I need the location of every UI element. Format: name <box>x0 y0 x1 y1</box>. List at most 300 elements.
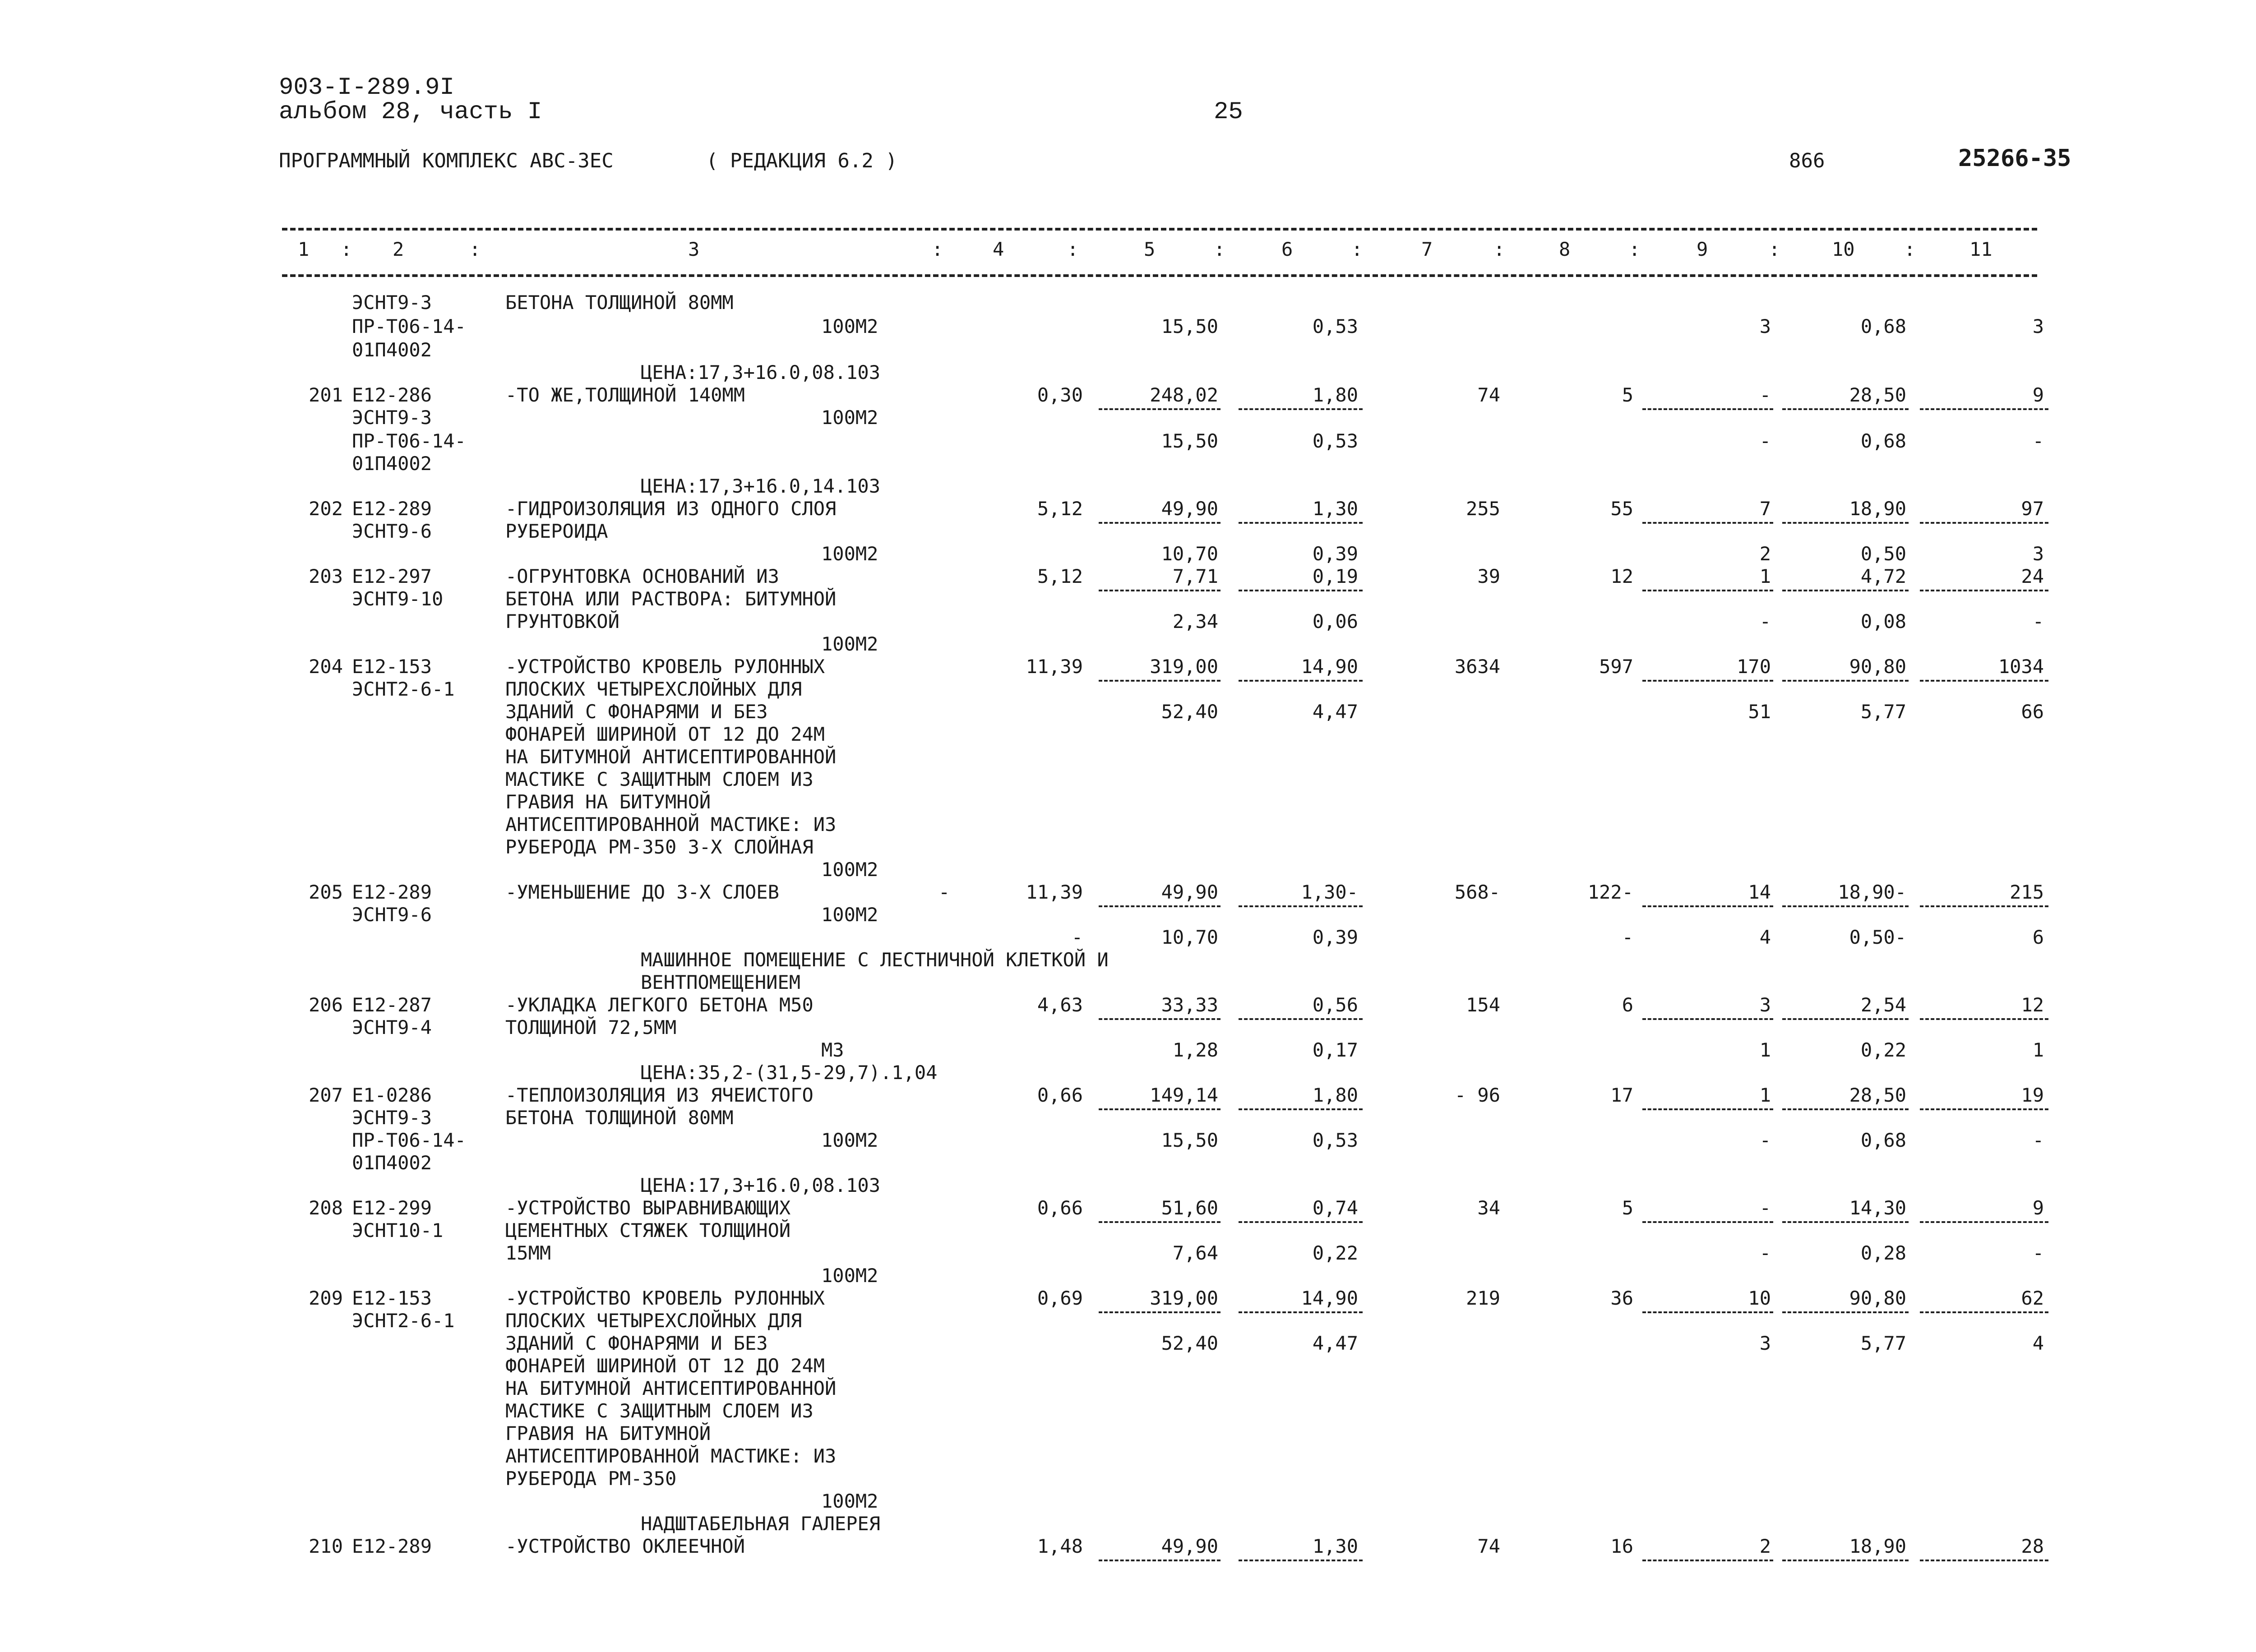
subtotal-rule <box>1920 408 2048 410</box>
column-header-3: 3 <box>688 238 700 260</box>
unit-cost: 319,00 <box>1150 1287 1218 1309</box>
column-header-5: 5 <box>1144 238 1156 260</box>
subtotal-rule <box>1920 905 2048 907</box>
subtotal-rule <box>1239 408 1363 410</box>
total-cost: 3634 <box>1454 655 1500 678</box>
subtotal-rule <box>1239 590 1363 591</box>
subtotal-rule <box>1239 680 1363 682</box>
machine-cost: - <box>1759 1197 1771 1219</box>
unit-cost: 51,60 <box>1161 1197 1218 1219</box>
quantity: 11,39 <box>1026 881 1083 903</box>
subtotal-rule <box>1642 1311 1773 1313</box>
wage-cost: 0,06 <box>1312 610 1358 632</box>
subtotal-rule <box>1239 1018 1363 1020</box>
subtotal-rule <box>1920 1108 2048 1110</box>
machine-cost: 2 <box>1759 1535 1771 1557</box>
unit-cost: 10,70 <box>1161 926 1218 948</box>
total-wage: 5 <box>1622 1197 1633 1219</box>
quantity: 5,12 <box>1037 565 1083 587</box>
subtotal-rule <box>1239 522 1363 524</box>
labor-unit: 0,68 <box>1860 315 1906 337</box>
subtotal-rule <box>1239 1108 1363 1110</box>
quantity: 1,48 <box>1037 1535 1083 1557</box>
unit-label: 100М2 <box>821 904 878 926</box>
labor-unit: 0,68 <box>1860 1129 1906 1151</box>
unit-cost: 33,33 <box>1161 994 1218 1016</box>
column-separator: : <box>341 238 352 260</box>
column-header-9: 9 <box>1697 238 1708 260</box>
resource-code: 01П4002 <box>352 339 432 361</box>
row-number: 205 <box>309 881 343 903</box>
subtotal-rule <box>1782 1108 1909 1110</box>
resource-code: ЭСНТ9-6 <box>352 904 432 926</box>
resource-code: ЭСНТ9-3 <box>352 291 432 314</box>
labor-total: 19 <box>2021 1084 2044 1106</box>
resource-code: ЭСНТ9-6 <box>352 520 432 542</box>
labor-unit: 28,50 <box>1849 1084 1906 1106</box>
labor-unit: 0,50- <box>1849 926 1906 948</box>
labor-total: 215 <box>2010 881 2044 903</box>
total-cost: 568- <box>1454 881 1500 903</box>
subtotal-rule <box>1920 680 2048 682</box>
wage-cost: 1,30 <box>1312 1535 1358 1557</box>
quantity: 0,30 <box>1037 384 1083 406</box>
resource-code: Е12-287 <box>352 994 432 1016</box>
work-description: ЗДАНИЙ С ФОНАРЯМИ И БЕЗ <box>505 1332 768 1354</box>
machine-cost: 3 <box>1759 1332 1771 1354</box>
labor-total: 4 <box>2032 1332 2044 1354</box>
work-description: -ГИДРОИЗОЛЯЦИЯ ИЗ ОДНОГО СЛОЯ <box>505 498 837 520</box>
labor-unit: 5,77 <box>1860 1332 1906 1354</box>
unit-cost: 7,64 <box>1172 1242 1218 1264</box>
unit-cost: 15,50 <box>1161 1129 1218 1151</box>
labor-total: - <box>2032 430 2044 452</box>
row-number: 204 <box>309 655 343 678</box>
work-description: НА БИТУМНОЙ АНТИСЕПТИРОВАННОЙ <box>505 1377 837 1399</box>
labor-unit: 18,90 <box>1849 498 1906 520</box>
wage-cost: 1,30- <box>1301 881 1358 903</box>
subtotal-rule <box>1642 1560 1773 1561</box>
program-title: ПРОГРАММНЫЙ КОМПЛЕКС АВС-3ЕС <box>279 149 614 172</box>
header-rule-top <box>282 228 2037 231</box>
unit-cost: 49,90 <box>1161 881 1218 903</box>
subtotal-rule <box>1099 680 1220 682</box>
labor-unit: 90,80 <box>1849 655 1906 678</box>
subtotal-rule <box>1642 1018 1773 1020</box>
work-description: БЕТОНА ТОЛЩИНОЙ 80ММ <box>505 291 734 314</box>
unit-cost: 10,70 <box>1161 543 1218 565</box>
subtotal-rule <box>1920 522 2048 524</box>
column-header-8: 8 <box>1559 238 1571 260</box>
wage-cost: 0,39 <box>1312 926 1358 948</box>
sheet-code: 866 <box>1789 149 1825 172</box>
resource-code: Е12-297 <box>352 565 432 587</box>
subtotal-rule <box>1642 680 1773 682</box>
work-description: ПЛОСКИХ ЧЕТЫРЕХСЛОЙНЫХ ДЛЯ <box>505 1310 802 1332</box>
resource-code: ПР-Т06-14- <box>352 430 466 452</box>
unit-label: М3 <box>821 1039 844 1061</box>
subtotal-rule <box>1920 1018 2048 1020</box>
work-description: ЦЕМЕНТНЫХ СТЯЖЕК ТОЛЩИНОЙ <box>505 1219 791 1241</box>
machine-cost: 1 <box>1759 1039 1771 1061</box>
price-formula: ЦЕНА:35,2-(31,5-29,7).1,04 <box>641 1061 938 1084</box>
resource-code: Е12-153 <box>352 655 432 678</box>
column-separator: : <box>1493 238 1505 260</box>
machine-cost: - <box>1759 430 1771 452</box>
wage-cost: 4,47 <box>1312 1332 1358 1354</box>
wage-cost: 0,19 <box>1312 565 1358 587</box>
total-wage: 597 <box>1599 655 1633 678</box>
unit-cost: 52,40 <box>1161 1332 1218 1354</box>
section-title: ВЕНТПОМЕЩЕНИЕМ <box>641 971 801 993</box>
work-description: АНТИСЕПТИРОВАННОЙ МАСТИКЕ: ИЗ <box>505 1445 837 1467</box>
work-description: АНТИСЕПТИРОВАННОЙ МАСТИКЕ: ИЗ <box>505 813 837 835</box>
labor-unit: 4,72 <box>1860 565 1906 587</box>
wage-cost: 4,47 <box>1312 701 1358 723</box>
labor-unit: 0,68 <box>1860 430 1906 452</box>
work-description: ГРАВИЯ НА БИТУМНОЙ <box>505 791 711 813</box>
subtotal-rule <box>1642 590 1773 591</box>
wage-cost: 0,53 <box>1312 1129 1358 1151</box>
quantity: 0,69 <box>1037 1287 1083 1309</box>
subtotal-rule <box>1920 1311 2048 1313</box>
work-description: ТОЛЩИНОЙ 72,5ММ <box>505 1016 677 1038</box>
wage-cost: 1,30 <box>1312 498 1358 520</box>
column-separator: : <box>1629 238 1641 260</box>
column-header-1: 1 <box>298 238 310 260</box>
column-separator: : <box>469 238 481 260</box>
labor-total: 9 <box>2032 1197 2044 1219</box>
subtotal-rule <box>1099 408 1220 410</box>
total-wage: 6 <box>1622 994 1633 1016</box>
machine-cost: - <box>1759 1242 1771 1264</box>
subtotal-rule <box>1239 1311 1363 1313</box>
column-separator: : <box>1214 238 1225 260</box>
unit-label: 100М2 <box>821 1264 878 1287</box>
subtotal-rule <box>1782 590 1909 591</box>
row-number: 209 <box>309 1287 343 1309</box>
subtotal-rule <box>1642 408 1773 410</box>
labor-unit: 18,90 <box>1849 1535 1906 1557</box>
work-description: БЕТОНА ТОЛЩИНОЙ 80ММ <box>505 1107 734 1129</box>
labor-total: 3 <box>2032 315 2044 337</box>
subtotal-rule <box>1099 1108 1220 1110</box>
section-title: НАДШТАБЕЛЬНАЯ ГАЛЕРЕЯ <box>641 1513 881 1535</box>
wage-cost: 0,39 <box>1312 543 1358 565</box>
resource-code: 01П4002 <box>352 452 432 475</box>
row-number: 202 <box>309 498 343 520</box>
unit-cost: 319,00 <box>1150 655 1218 678</box>
subtotal-rule <box>1642 522 1773 524</box>
quantity: - <box>1071 926 1083 948</box>
labor-unit: 14,30 <box>1849 1197 1906 1219</box>
work-description: ЗДАНИЙ С ФОНАРЯМИ И БЕЗ <box>505 701 768 723</box>
edition-label: ( РЕДАКЦИЯ 6.2 ) <box>706 149 897 172</box>
subtotal-rule <box>1099 1221 1220 1223</box>
column-separator: : <box>1351 238 1363 260</box>
unit-label: 100М2 <box>821 1490 878 1512</box>
unit-label: 100М2 <box>821 633 878 655</box>
total-wage: 122- <box>1587 881 1633 903</box>
column-separator: : <box>1067 238 1079 260</box>
work-description: -УСТРОЙСТВО ОКЛЕЕЧНОЙ <box>505 1535 745 1557</box>
labor-total: 12 <box>2021 994 2044 1016</box>
resource-code: ЭСНТ9-3 <box>352 1107 432 1129</box>
resource-code: Е12-286 <box>352 384 432 406</box>
resource-code: 01П4002 <box>352 1152 432 1174</box>
subtotal-rule <box>1782 522 1909 524</box>
labor-total: 6 <box>2032 926 2044 948</box>
work-description: -УСТРОЙСТВО ВЫРАВНИВАЮЩИХ <box>505 1197 791 1219</box>
work-description: НА БИТУМНОЙ АНТИСЕПТИРОВАННОЙ <box>505 746 837 768</box>
resource-code: ЭСНТ10-1 <box>352 1219 444 1241</box>
column-separator: : <box>1904 238 1916 260</box>
unit-cost: 15,50 <box>1161 430 1218 452</box>
labor-total: 62 <box>2021 1287 2044 1309</box>
page-number: 25 <box>1214 98 1243 126</box>
wage-cost: 0,56 <box>1312 994 1358 1016</box>
total-wage: - <box>1622 926 1633 948</box>
total-cost: 255 <box>1466 498 1500 520</box>
wage-cost: 14,90 <box>1301 1287 1358 1309</box>
machine-cost: - <box>1759 610 1771 632</box>
row-number: 208 <box>309 1197 343 1219</box>
subtotal-rule <box>1239 905 1363 907</box>
machine-cost: 170 <box>1737 655 1771 678</box>
column-header-4: 4 <box>993 238 1004 260</box>
header-rule-bottom <box>282 274 2037 277</box>
machine-cost: - <box>1759 384 1771 406</box>
total-wage: 16 <box>1610 1535 1633 1557</box>
total-wage: 5 <box>1622 384 1633 406</box>
subtotal-rule <box>1642 1221 1773 1223</box>
row-number: 206 <box>309 994 343 1016</box>
column-header-7: 7 <box>1421 238 1433 260</box>
resource-code: Е12-289 <box>352 498 432 520</box>
unit-label: 100М2 <box>821 406 878 429</box>
wage-cost: 0,53 <box>1312 430 1358 452</box>
subtotal-rule <box>1099 522 1220 524</box>
work-description: -ТЕПЛОИЗОЛЯЦИЯ ИЗ ЯЧЕИСТОГО <box>505 1084 814 1106</box>
work-description: МАСТИКЕ С ЗАЩИТНЫМ СЛОЕМ ИЗ <box>505 768 814 790</box>
resource-code: ПР-Т06-14- <box>352 315 466 337</box>
price-formula: ЦЕНА:17,3+16.0,08.103 <box>641 1174 881 1196</box>
machine-cost: 3 <box>1759 315 1771 337</box>
resource-code: Е12-153 <box>352 1287 432 1309</box>
work-description: -УМЕНЬШЕНИЕ ДО 3-Х СЛОЕВ <box>505 881 779 903</box>
total-cost: - 96 <box>1454 1084 1500 1106</box>
work-description: ФОНАРЕЙ ШИРИНОЙ ОТ 12 ДО 24М <box>505 1355 825 1377</box>
unit-label: 100М2 <box>821 858 878 881</box>
unit-cost: 7,71 <box>1172 565 1218 587</box>
subtotal-rule <box>1642 1108 1773 1110</box>
column-header-6: 6 <box>1281 238 1293 260</box>
subtotal-rule <box>1920 1221 2048 1223</box>
album-info: альбом 28, часть I <box>279 98 542 126</box>
unit-cost: 49,90 <box>1161 498 1218 520</box>
labor-unit: 0,22 <box>1860 1039 1906 1061</box>
subtotal-rule <box>1782 1018 1909 1020</box>
column-separator: : <box>932 238 943 260</box>
subtotal-rule <box>1642 905 1773 907</box>
doc-code: 25266-35 <box>1958 145 2071 172</box>
unit-cost: 52,40 <box>1161 701 1218 723</box>
column-header-11: 11 <box>1969 238 1992 260</box>
total-cost: 34 <box>1477 1197 1500 1219</box>
resource-code: ЭСНТ2-6-1 <box>352 678 455 700</box>
row-number: 201 <box>309 384 343 406</box>
total-cost: 219 <box>1466 1287 1500 1309</box>
column-header-10: 10 <box>1832 238 1855 260</box>
labor-total: 1 <box>2032 1039 2044 1061</box>
doc-id: 903-I-289.9I <box>279 74 454 102</box>
wage-cost: 0,53 <box>1312 315 1358 337</box>
labor-total: 66 <box>2021 701 2044 723</box>
labor-unit: 5,77 <box>1860 701 1906 723</box>
work-description: -УКЛАДКА ЛЕГКОГО БЕТОНА М50 <box>505 994 814 1016</box>
work-description: -ТО ЖЕ,ТОЛЩИНОЙ 140ММ <box>505 384 745 406</box>
machine-cost: 51 <box>1748 701 1771 723</box>
labor-total: 97 <box>2021 498 2044 520</box>
subtotal-rule <box>1099 905 1220 907</box>
resource-code: ЭСНТ9-10 <box>352 588 444 610</box>
wage-cost: 1,80 <box>1312 1084 1358 1106</box>
resource-code: Е12-289 <box>352 881 432 903</box>
resource-code: ПР-Т06-14- <box>352 1129 466 1151</box>
row-number: 203 <box>309 565 343 587</box>
unit-label: 100М2 <box>821 315 878 337</box>
labor-total: 3 <box>2032 543 2044 565</box>
labor-unit: 18,90- <box>1838 881 1906 903</box>
work-description: 15ММ <box>505 1242 551 1264</box>
total-wage: 55 <box>1610 498 1633 520</box>
work-description: -УСТРОЙСТВО КРОВЕЛЬ РУЛОННЫХ <box>505 655 825 678</box>
quantity: 4,63 <box>1037 994 1083 1016</box>
subtotal-rule <box>1920 1560 2048 1561</box>
resource-code: Е1-0286 <box>352 1084 432 1106</box>
quantity: 5,12 <box>1037 498 1083 520</box>
total-cost: 154 <box>1466 994 1500 1016</box>
column-header-2: 2 <box>393 238 404 260</box>
quantity: 0,66 <box>1037 1084 1083 1106</box>
labor-total: 9 <box>2032 384 2044 406</box>
labor-total: 24 <box>2021 565 2044 587</box>
subtotal-rule <box>1782 1221 1909 1223</box>
machine-cost: 1 <box>1759 1084 1771 1106</box>
labor-unit: 2,54 <box>1860 994 1906 1016</box>
labor-total: - <box>2032 1129 2044 1151</box>
machine-cost: - <box>1759 1129 1771 1151</box>
unit-cost: 49,90 <box>1161 1535 1218 1557</box>
subtotal-rule <box>1782 905 1909 907</box>
quantity: 11,39 <box>1026 655 1083 678</box>
work-description: ГРУНТОВКОЙ <box>505 610 619 632</box>
total-wage: 36 <box>1610 1287 1633 1309</box>
work-description: РУБЕРОИДА <box>505 520 608 542</box>
labor-unit: 0,08 <box>1860 610 1906 632</box>
minus-sign: - <box>938 881 950 903</box>
labor-unit: 28,50 <box>1849 384 1906 406</box>
subtotal-rule <box>1239 1560 1363 1561</box>
machine-cost: 1 <box>1759 565 1771 587</box>
subtotal-rule <box>1099 590 1220 591</box>
wage-cost: 1,80 <box>1312 384 1358 406</box>
subtotal-rule <box>1782 408 1909 410</box>
total-cost: 74 <box>1477 384 1500 406</box>
price-formula: ЦЕНА:17,3+16.0,14.103 <box>641 475 881 497</box>
subtotal-rule <box>1099 1311 1220 1313</box>
total-cost: 39 <box>1477 565 1500 587</box>
work-description: -УСТРОЙСТВО КРОВЕЛЬ РУЛОННЫХ <box>505 1287 825 1309</box>
column-separator: : <box>1769 238 1780 260</box>
machine-cost: 4 <box>1759 926 1771 948</box>
resource-code: ЭСНТ2-6-1 <box>352 1310 455 1332</box>
subtotal-rule <box>1239 1221 1363 1223</box>
resource-code: ЭСНТ9-4 <box>352 1016 432 1038</box>
work-description: РУБЕРОДА РМ-350 3-Х СЛОЙНАЯ <box>505 836 814 858</box>
total-cost: 74 <box>1477 1535 1500 1557</box>
labor-total: 28 <box>2021 1535 2044 1557</box>
labor-unit: 0,28 <box>1860 1242 1906 1264</box>
resource-code: Е12-299 <box>352 1197 432 1219</box>
subtotal-rule <box>1782 680 1909 682</box>
work-description: БЕТОНА ИЛИ РАСТВОРА: БИТУМНОЙ <box>505 588 837 610</box>
unit-cost: 1,28 <box>1172 1039 1218 1061</box>
unit-cost: 2,34 <box>1172 610 1218 632</box>
labor-total: - <box>2032 1242 2044 1264</box>
section-title: МАШИННОЕ ПОМЕЩЕНИЕ С ЛЕСТНИЧНОЙ КЛЕТКОЙ И <box>641 949 1109 971</box>
unit-cost: 15,50 <box>1161 315 1218 337</box>
row-number: 210 <box>309 1535 343 1557</box>
work-description: ГРАВИЯ НА БИТУМНОЙ <box>505 1422 711 1444</box>
machine-cost: 2 <box>1759 543 1771 565</box>
resource-code: Е12-289 <box>352 1535 432 1557</box>
machine-cost: 7 <box>1759 498 1771 520</box>
total-wage: 12 <box>1610 565 1633 587</box>
work-description: ФОНАРЕЙ ШИРИНОЙ ОТ 12 ДО 24М <box>505 723 825 745</box>
wage-cost: 14,90 <box>1301 655 1358 678</box>
work-description: ПЛОСКИХ ЧЕТЫРЕХСЛОЙНЫХ ДЛЯ <box>505 678 802 700</box>
machine-cost: 3 <box>1759 994 1771 1016</box>
unit-label: 100М2 <box>821 543 878 565</box>
subtotal-rule <box>1782 1311 1909 1313</box>
machine-cost: 10 <box>1748 1287 1771 1309</box>
machine-cost: 14 <box>1748 881 1771 903</box>
unit-cost: 248,02 <box>1150 384 1218 406</box>
price-formula: ЦЕНА:17,3+16.0,08.103 <box>641 361 881 383</box>
total-wage: 17 <box>1610 1084 1633 1106</box>
wage-cost: 0,22 <box>1312 1242 1358 1264</box>
row-number: 207 <box>309 1084 343 1106</box>
work-description: РУБЕРОДА РМ-350 <box>505 1467 677 1490</box>
labor-total: 1034 <box>1998 655 2044 678</box>
unit-label: 100М2 <box>821 1129 878 1151</box>
labor-unit: 0,50 <box>1860 543 1906 565</box>
wage-cost: 0,74 <box>1312 1197 1358 1219</box>
unit-cost: 149,14 <box>1150 1084 1218 1106</box>
work-description: МАСТИКЕ С ЗАЩИТНЫМ СЛОЕМ ИЗ <box>505 1400 814 1422</box>
quantity: 0,66 <box>1037 1197 1083 1219</box>
subtotal-rule <box>1099 1018 1220 1020</box>
subtotal-rule <box>1920 590 2048 591</box>
subtotal-rule <box>1099 1560 1220 1561</box>
work-description: -ОГРУНТОВКА ОСНОВАНИЙ ИЗ <box>505 565 779 587</box>
resource-code: ЭСНТ9-3 <box>352 406 432 429</box>
subtotal-rule <box>1782 1560 1909 1561</box>
labor-unit: 90,80 <box>1849 1287 1906 1309</box>
wage-cost: 0,17 <box>1312 1039 1358 1061</box>
labor-total: - <box>2032 610 2044 632</box>
